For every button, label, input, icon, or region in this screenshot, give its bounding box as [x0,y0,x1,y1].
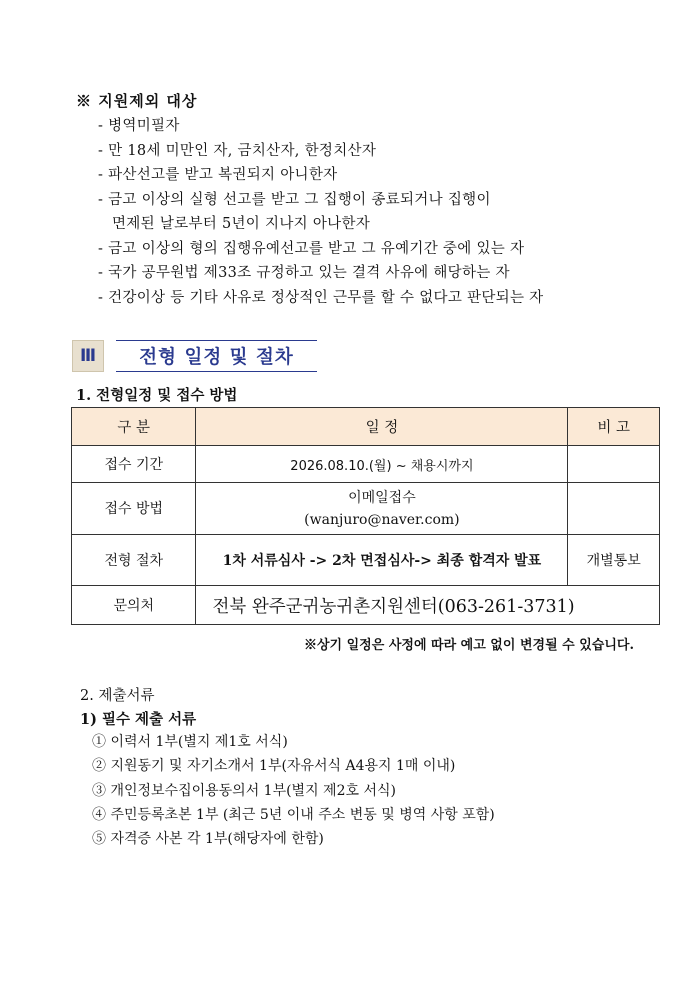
schedule-heading: 1. 전형일정 및 접수 방법 [76,387,238,404]
schedule-table [71,407,660,625]
row-value: 2026.08.10.(월) ~ 채용시까지 [196,446,568,483]
exclusion-item: - 파산선고를 받고 복권되지 아니한자 [98,167,338,183]
contact-value: 전북 완주군귀농귀촌지원센터(063-261-3731) [196,586,660,625]
table-row [72,535,660,586]
documents-heading: 2. 제출서류 [80,688,155,704]
row-note: 개별통보 [568,535,660,586]
section-number: Ⅲ [72,340,104,372]
schedule-notice: ※상기 일정은 사정에 따라 예고 없이 변경될 수 있습니다. [303,638,634,653]
section-title: 전형 일정 및 절차 [116,340,317,372]
exclusion-item: - 금고 이상의 형의 집행유예선고를 받고 그 유예기간 중에 있는 자 [98,240,525,257]
document-item: ③ 개인정보수집이용동의서 1부(별지 제2호 서식) [92,782,396,799]
row-label: 접수 기간 [72,446,196,483]
exclusion-item: - 병역미필자 [98,118,180,134]
document-item: ④ 주민등록초본 1부 (최근 5년 이내 주소 변동 및 병역 사항 포함) [92,806,495,823]
documents-subheading: 1) 필수 제출 서류 [80,711,197,728]
header-schedule: 일 정 [196,408,568,446]
table-row [72,586,660,625]
exclusion-item: - 국가 공무원법 제33조 규정하고 있는 결격 사유에 해당하는 자 [98,265,510,281]
exclusion-item: - 금고 이상의 실형 선고를 받고 그 집행이 종료되거나 집행이 [98,191,491,208]
row-note [568,483,660,535]
row-value [196,483,568,535]
table-row [72,483,660,535]
document-item: ① 이력서 1부(별지 제1호 서식) [92,734,288,750]
document-item: ② 지원동기 및 자기소개서 1부(자유서식 A4용지 1매 이내) [92,758,456,775]
documents-list [92,730,495,851]
section-header [72,340,317,374]
email-method: 이메일접수 [348,489,416,506]
row-value: 1차 서류심사 -> 2차 면접심사-> 최종 합격자 발표 [196,535,568,586]
exclusion-item-continued: 면제된 날로부터 5년이 지나지 아나한자 [112,216,371,232]
row-note [568,446,660,483]
email-address: (wanjuro@naver.com) [304,511,460,528]
exclusion-item: - 만 18세 미만인 자, 금치산자, 한정치산자 [98,142,377,159]
document-item: ⑤ 자격증 사본 각 1부(해당자에 한함) [92,831,324,848]
exclusion-list [98,114,544,310]
header-remarks: 비 고 [568,408,660,446]
table-header-row [72,408,660,446]
row-label: 접수 방법 [72,483,196,535]
row-label: 문의처 [72,586,196,625]
header-category: 구 분 [72,408,196,446]
table-row [72,446,660,483]
exclusion-title: ※ 지원제외 대상 [76,92,198,110]
exclusion-item: - 건강이상 등 기타 사유로 정상적인 근무를 할 수 없다고 판단되는 자 [98,289,544,306]
row-label: 전형 절차 [72,535,196,586]
